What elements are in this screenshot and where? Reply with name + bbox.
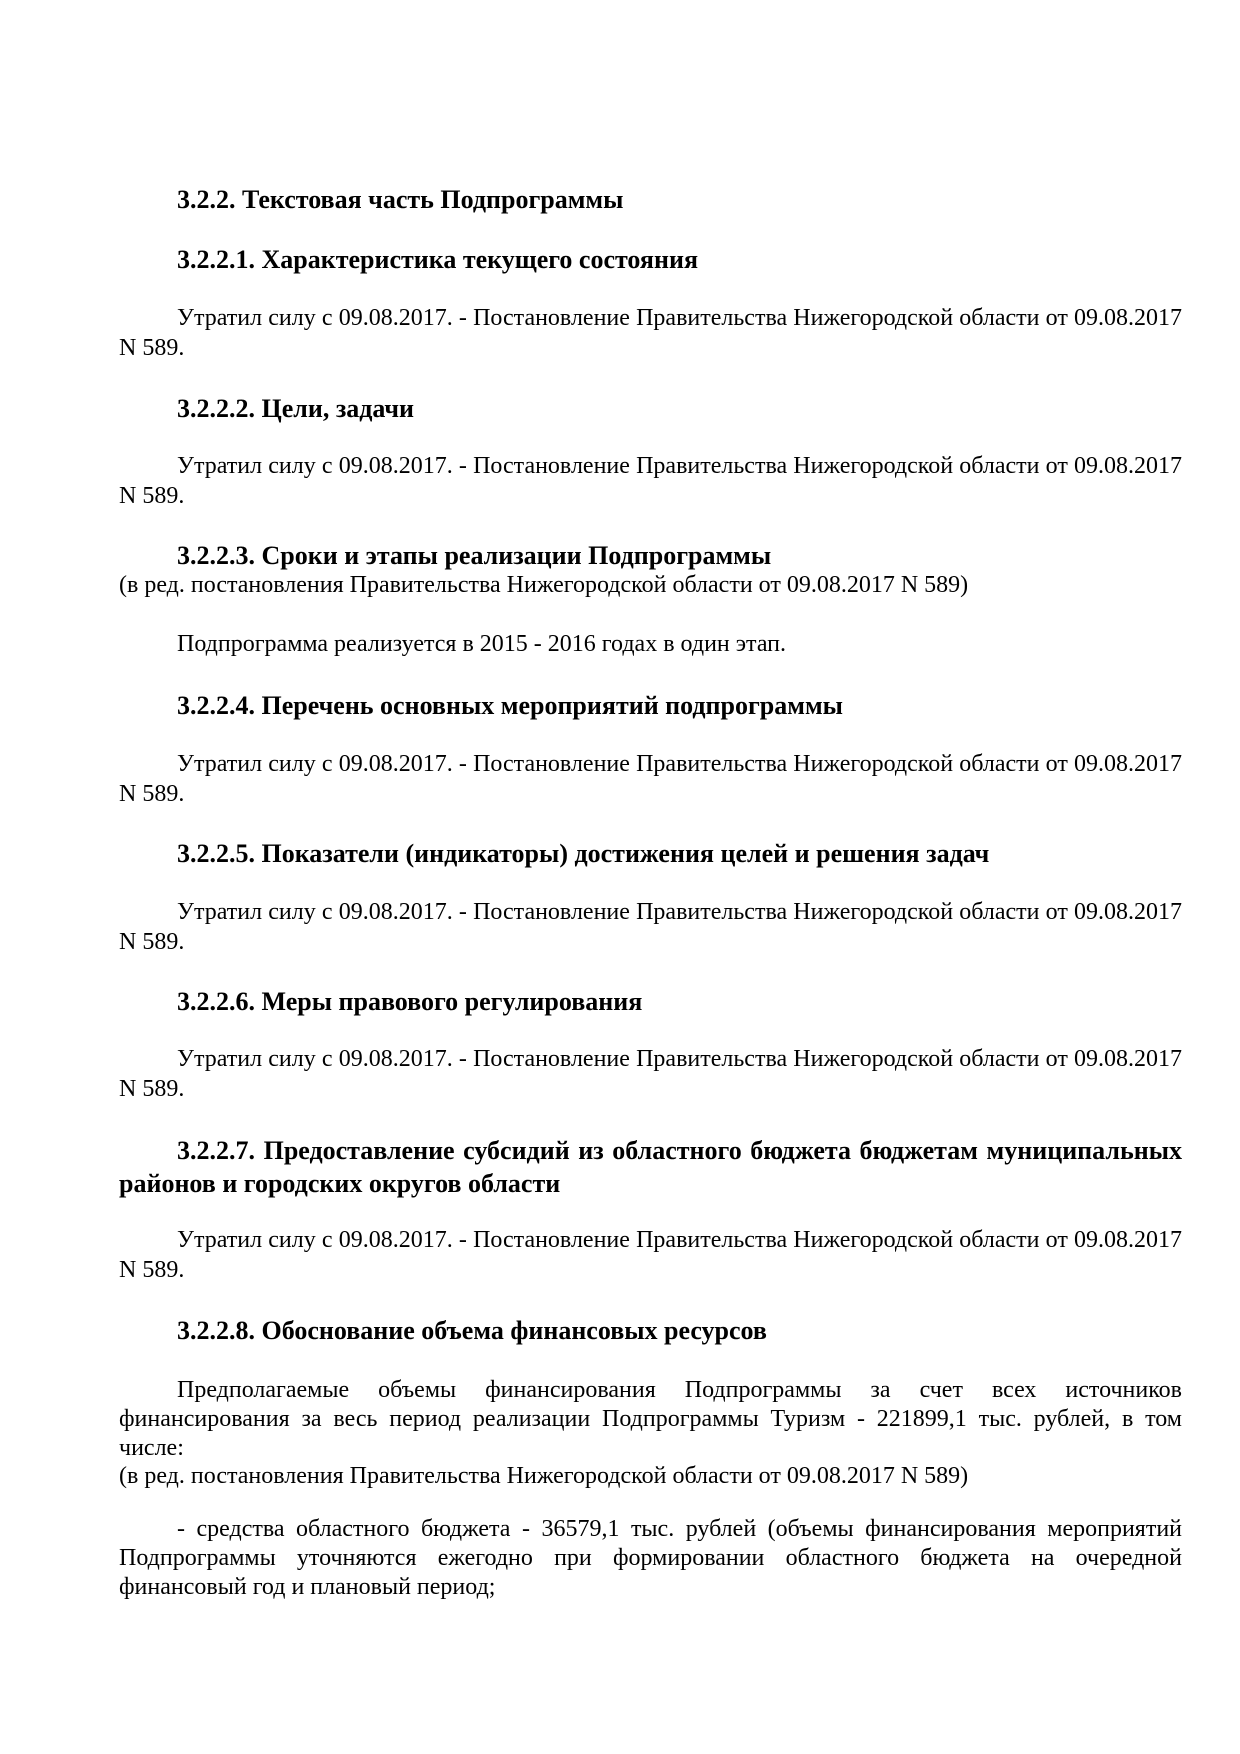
heading-3-2-2-4: 3.2.2.4. Перечень основных мероприятий подпрограммы bbox=[177, 691, 843, 720]
paragraph: Утратил силу с 09.08.2017. - Постановление Правительства Нижегородской области от 09.08.2017 N 589. bbox=[119, 453, 1182, 509]
paragraph: Подпрограмма реализуется в 2015 - 2016 годах в один этап. bbox=[177, 631, 787, 657]
paragraph: Утратил силу с 09.08.2017. - Постановление Правительства Нижегородской области от 09.08.2017 N 589. bbox=[119, 305, 1182, 361]
paragraph: Предполагаемые объемы финансирования Подпрограммы за счет всех источников финансирования за весь период реализации Подпрограммы Туризм - 221899,1 тыс. рублей, в том числе: bbox=[119, 1377, 1182, 1461]
heading-3-2-2-2: 3.2.2.2. Цели, задачи bbox=[177, 394, 415, 423]
heading-3-2-2-8: 3.2.2.8. Обоснование объема финансовых ресурсов bbox=[177, 1316, 767, 1345]
heading-3-2-2: 3.2.2. Текстовая часть Подпрограммы bbox=[177, 185, 624, 214]
paragraph: Утратил силу с 09.08.2017. - Постановление Правительства Нижегородской области от 09.08.2017 N 589. bbox=[119, 1227, 1182, 1283]
heading-3-2-2-6: 3.2.2.6. Меры правового регулирования bbox=[177, 987, 643, 1016]
amendment-note: (в ред. постановления Правительства Нижегородской области от 09.08.2017 N 589) bbox=[119, 1463, 969, 1489]
heading-3-2-2-7: 3.2.2.7. Предоставление субсидий из областного бюджета бюджетам муниципальных районов и городских округов области bbox=[119, 1136, 1182, 1198]
heading-3-2-2-1: 3.2.2.1. Характеристика текущего состояния bbox=[177, 245, 699, 274]
paragraph: Утратил силу с 09.08.2017. - Постановление Правительства Нижегородской области от 09.08.2017 N 589. bbox=[119, 1046, 1182, 1102]
heading-3-2-2-5: 3.2.2.5. Показатели (индикаторы) достижения целей и решения задач bbox=[177, 839, 990, 868]
paragraph: - средства областного бюджета - 36579,1 тыс. рублей (объемы финансирования мероприятий Подпрограммы уточняются ежегодно при формировании областного бюджета на очередной финансовый год и плановый период; bbox=[119, 1516, 1182, 1600]
paragraph: Утратил силу с 09.08.2017. - Постановление Правительства Нижегородской области от 09.08.2017 N 589. bbox=[119, 899, 1182, 955]
amendment-note: (в ред. постановления Правительства Нижегородской области от 09.08.2017 N 589) bbox=[119, 572, 969, 598]
heading-3-2-2-3: 3.2.2.3. Сроки и этапы реализации Подпрограммы bbox=[177, 541, 772, 570]
paragraph: Утратил силу с 09.08.2017. - Постановление Правительства Нижегородской области от 09.08.2017 N 589. bbox=[119, 751, 1182, 807]
